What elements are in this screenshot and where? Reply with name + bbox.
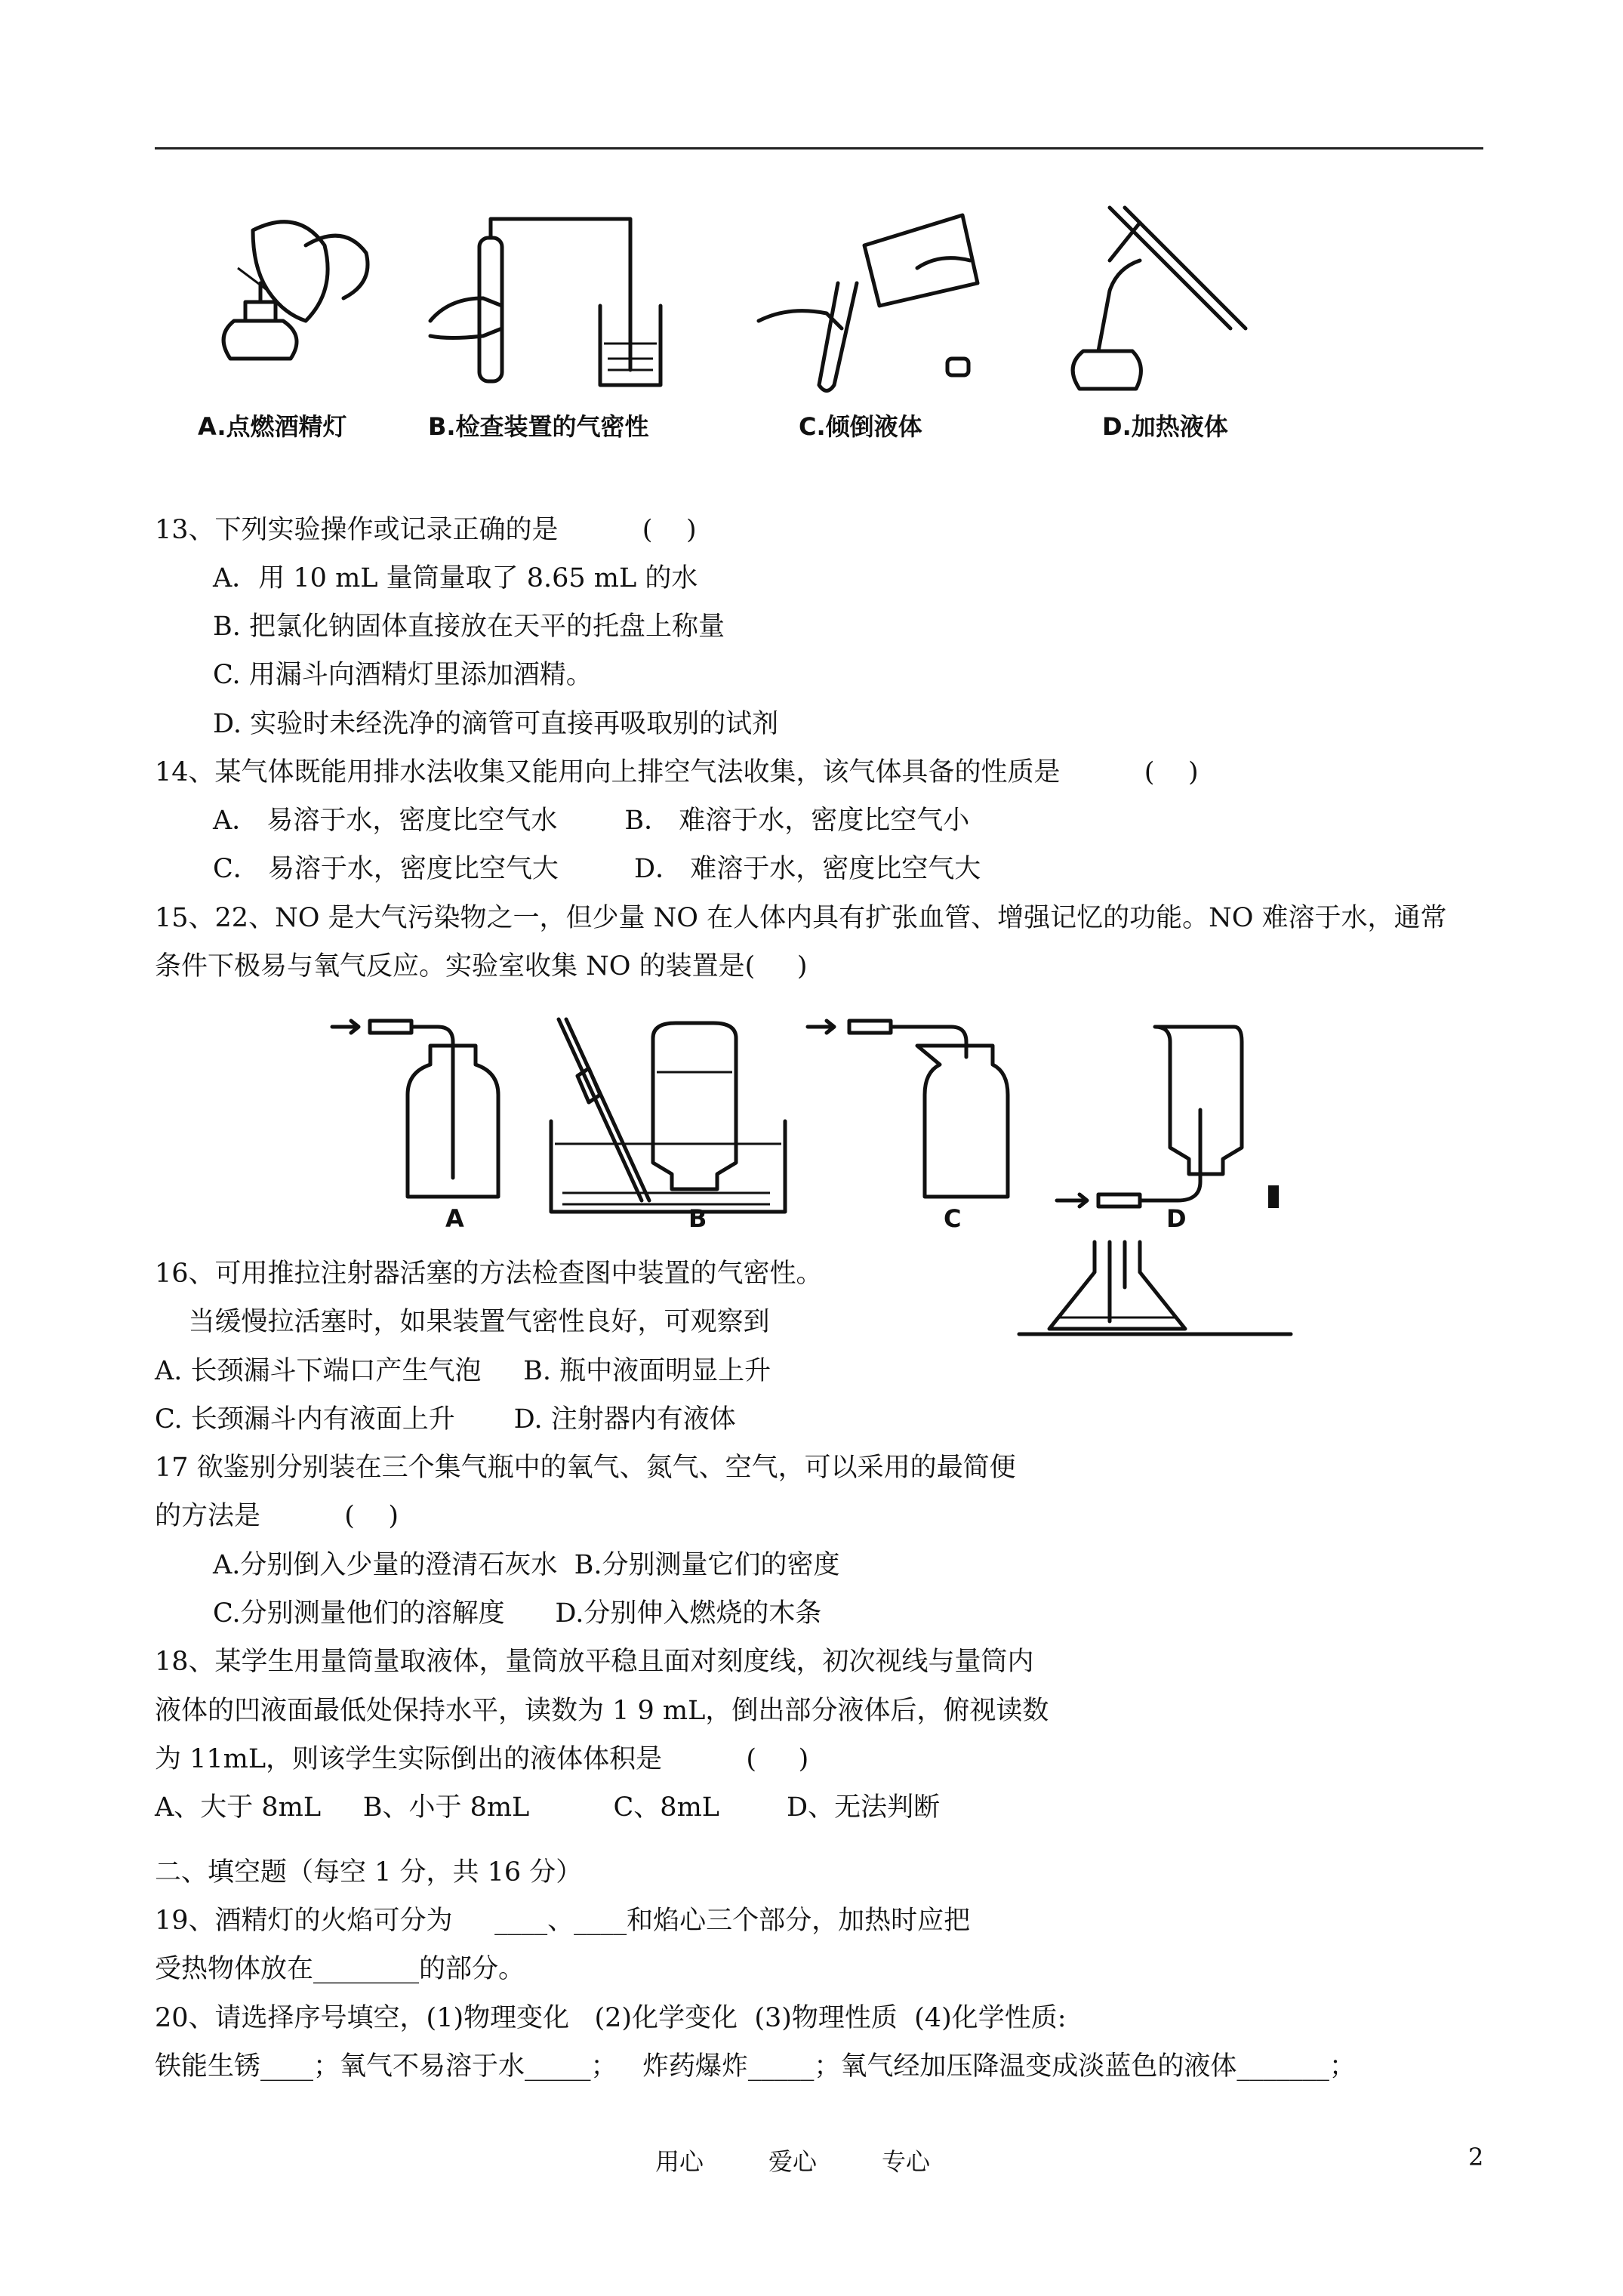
q17-options-cd: C.分别测量他们的溶解度 D.分别伸入燃烧的木条 bbox=[213, 1598, 822, 1629]
q20-line1: 20、请选择序号填空，(1)物理变化 (2)化学变化 (3)物理性质 (4)化学性质: bbox=[155, 2003, 1067, 2033]
q15-stem-line1: 15、22、NO 是大气污染物之一，但少量 NO 在人体内具有扩张血管、增强记忆的功能。NO 难溶于水，通常 bbox=[155, 903, 1447, 933]
caption-d: D.加热液体 bbox=[1102, 412, 1228, 441]
q19-line1: 19、酒精灯的火焰可分为 ____、____和焰心三个部分，加热时应把 bbox=[155, 1906, 971, 1936]
section2-title: 二、填空题（每空 1 分，共 16 分） bbox=[155, 1857, 583, 1888]
q16-stem-line2: 当缓慢拉活塞时，如果装置气密性良好，可观察到 bbox=[155, 1307, 770, 1337]
caption-b: B.检查装置的气密性 bbox=[428, 412, 649, 441]
q17-stem-line1: 17 欲鉴别分别装在三个集气瓶中的氧气、氮气、空气，可以采用的最简便 bbox=[155, 1453, 1016, 1483]
q13-option-c: C. 用漏斗向酒精灯里添加酒精。 bbox=[213, 660, 593, 690]
q19-line2: 受热物体放在________的部分。 bbox=[155, 1954, 525, 1984]
q17-stem-line2: 的方法是 ( ) bbox=[155, 1501, 399, 1531]
q13-stem: 13、下列实验操作或记录正确的是 ( ) bbox=[155, 515, 697, 545]
caption-c: C.倾倒液体 bbox=[799, 412, 922, 441]
footer-motto-2: 爱心 bbox=[768, 2147, 818, 2176]
footer-motto-1: 用心 bbox=[655, 2147, 704, 2176]
header-rule bbox=[155, 147, 1483, 149]
footer-motto-3: 专心 bbox=[882, 2147, 931, 2176]
q18-stem-line2: 液体的凹液面最低处保持水平，读数为 1 9 mL，倒出部分液体后，俯视读数 bbox=[155, 1696, 1049, 1726]
apparatus-a bbox=[325, 1012, 521, 1200]
apparatus-label-d: D bbox=[1166, 1204, 1187, 1233]
q16-options-cd: C. 长颈漏斗内有液面上升 D. 注射器内有液体 bbox=[155, 1404, 736, 1435]
q15-stem-line2: 条件下极易与氧气反应。实验室收集 NO 的装置是( ) bbox=[155, 951, 808, 982]
q16-options-ab: A. 长颈漏斗下端口产生气泡 B. 瓶中液面明显上升 bbox=[155, 1356, 771, 1386]
figure-c-pouring bbox=[744, 200, 993, 411]
apparatus-label-b: B bbox=[688, 1204, 707, 1233]
apparatus-label-c: C bbox=[944, 1204, 962, 1233]
apparatus-label-a: A bbox=[445, 1204, 464, 1233]
apparatus-d bbox=[1042, 1019, 1298, 1208]
q18-stem-line1: 18、某学生用量筒量取液体，量筒放平稳且面对刻度线，初次视线与量筒内 bbox=[155, 1647, 1034, 1677]
page-number: 2 bbox=[1468, 2143, 1484, 2171]
apparatus-c bbox=[800, 1012, 1012, 1200]
q13-option-d: D. 实验时未经洗净的滴管可直接再吸取别的试剂 bbox=[213, 709, 779, 739]
caption-a: A.点燃酒精灯 bbox=[198, 412, 347, 441]
q16-stem-line1: 16、可用推拉注射器活塞的方法检查图中装置的气密性。 bbox=[155, 1259, 823, 1289]
q14-options-ab: A． 易溶于水，密度比空气水 B． 难溶于水，密度比空气小 bbox=[213, 806, 970, 836]
figure-flask-apparatus bbox=[1019, 1242, 1298, 1340]
apparatus-b bbox=[544, 1012, 793, 1216]
figure-b-airtightness bbox=[419, 200, 683, 411]
q18-stem-line3: 为 11mL，则该学生实际倒出的液体体积是 ( ) bbox=[155, 1744, 809, 1774]
q17-options-ab: A.分别倒入少量的澄清石灰水 B.分别测量它们的密度 bbox=[213, 1550, 840, 1580]
q14-options-cd: C． 易溶于水，密度比空气大 D． 难溶于水，密度比空气大 bbox=[213, 854, 981, 884]
figure-d-heating bbox=[1034, 200, 1261, 411]
q20-line2: 铁能生锈____；氧气不易溶于水_____； 炸药爆炸_____；氧气经加压降温变成淡蓝色的液体_______； bbox=[155, 2051, 1356, 2082]
q14-stem: 14、某气体既能用排水法收集又能用向上排空气法收集，该气体具备的性质是 ( ) bbox=[155, 757, 1199, 787]
q18-options: A、大于 8mL B、小于 8mL C、8mL D、无法判断 bbox=[155, 1792, 941, 1823]
q13-option-a: A．用 10 mL 量筒量取了 8.65 mL 的水 bbox=[213, 563, 698, 593]
q13-option-b: B. 把氯化钠固体直接放在天平的托盘上称量 bbox=[213, 612, 725, 642]
figure-a-alcohol-lamp bbox=[192, 200, 389, 411]
